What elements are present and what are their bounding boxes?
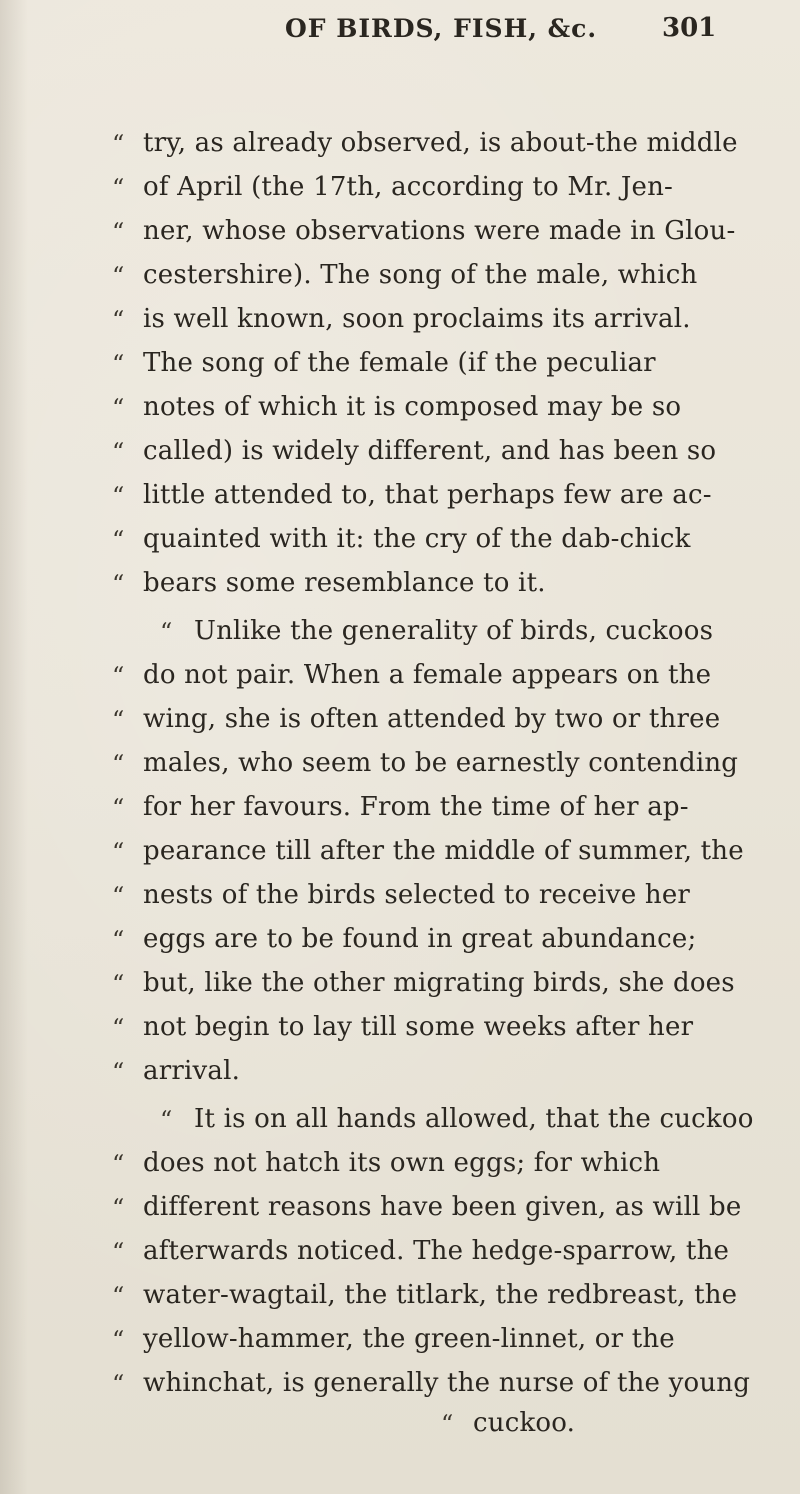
text-line — [0, 964, 800, 1004]
line-text: try, as already observed, is about-the middle — [143, 128, 738, 158]
line-text: yellow-hammer, the green-linnet, or the — [143, 1324, 675, 1354]
text-line — [0, 124, 800, 164]
quote-mark: “ — [112, 350, 125, 378]
line-text: bears some resemblance to it. — [143, 568, 546, 598]
line-text: afterwards noticed. The hedge-sparrow, the — [143, 1236, 730, 1266]
text-line — [0, 876, 800, 916]
line-text: water-wagtail, the titlark, the redbreast, the — [143, 1280, 738, 1310]
text-line — [0, 1404, 800, 1444]
line-text: ner, whose observations were made in Glou- — [143, 216, 736, 246]
quote-mark: “ — [112, 570, 125, 598]
quote-mark: “ — [441, 1410, 454, 1438]
text-line — [0, 300, 800, 340]
quote-mark: “ — [112, 306, 125, 334]
text-line — [0, 520, 800, 560]
quote-mark: “ — [112, 262, 125, 290]
line-text: but, like the other migrating birds, she does — [143, 968, 735, 998]
line-text: It is on all hands allowed, that the cuckoo — [194, 1104, 754, 1134]
quote-mark: “ — [112, 130, 125, 158]
text-line — [0, 920, 800, 960]
line-text: arrival. — [143, 1056, 241, 1086]
line-text: little attended to, that perhaps few are ac- — [143, 480, 712, 510]
text-line — [0, 1100, 800, 1140]
line-text: does not hatch its own eggs; for which — [143, 1148, 661, 1178]
quote-mark: “ — [112, 1370, 125, 1398]
text-line — [0, 432, 800, 472]
quote-mark: “ — [112, 794, 125, 822]
line-text: quainted with it: the cry of the dab-chick — [143, 524, 691, 554]
text-line — [0, 612, 800, 652]
line-text: wing, she is often attended by two or three — [143, 704, 721, 734]
line-text: different reasons have been given, as will be — [143, 1192, 742, 1222]
quote-mark: “ — [112, 706, 125, 734]
line-text: males, who seem to be earnestly contending — [143, 748, 739, 778]
text-line — [0, 656, 800, 696]
quote-mark: “ — [112, 394, 125, 422]
text-line — [0, 832, 800, 872]
line-text: called) is widely different, and has been so — [143, 436, 717, 466]
text-line — [0, 1144, 800, 1184]
line-text: not begin to lay till some weeks after her — [143, 1012, 694, 1042]
line-text: cestershire). The song of the male, which — [143, 260, 698, 290]
quote-mark: “ — [112, 526, 125, 554]
line-text: The song of the female (if the peculiar — [143, 348, 656, 378]
quote-mark: “ — [112, 1194, 125, 1222]
line-text: of April (the 17th, according to Mr. Jen- — [143, 172, 674, 202]
line-text: whinchat, is generally the nurse of the young — [143, 1368, 751, 1398]
quote-mark: “ — [112, 1150, 125, 1178]
line-text: cuckoo. — [473, 1408, 576, 1438]
line-text: notes of which it is composed may be so — [143, 392, 682, 422]
quote-mark: “ — [112, 882, 125, 910]
quote-mark: “ — [112, 1326, 125, 1354]
quote-mark: “ — [112, 1282, 125, 1310]
quote-mark: “ — [160, 1106, 173, 1134]
line-text: for her favours. From the time of her ap- — [143, 792, 689, 822]
text-line — [0, 344, 800, 384]
quote-mark: “ — [160, 618, 173, 646]
text-line — [0, 744, 800, 784]
text-line — [0, 1232, 800, 1272]
text-line — [0, 1364, 800, 1404]
text-line — [0, 1320, 800, 1360]
line-text: Unlike the generality of birds, cuckoos — [194, 616, 714, 646]
text-line — [0, 1052, 800, 1092]
text-line — [0, 788, 800, 828]
quote-mark: “ — [112, 218, 125, 246]
running-title: OF BIRDS, FISH, &c. — [285, 14, 598, 43]
quote-mark: “ — [112, 970, 125, 998]
quote-mark: “ — [112, 438, 125, 466]
quote-mark: “ — [112, 662, 125, 690]
text-line — [0, 168, 800, 208]
text-line — [0, 256, 800, 296]
quote-mark: “ — [112, 482, 125, 510]
quote-mark: “ — [112, 926, 125, 954]
text-line — [0, 1008, 800, 1048]
quote-mark: “ — [112, 1058, 125, 1086]
quote-mark: “ — [112, 1238, 125, 1266]
quote-mark: “ — [112, 750, 125, 778]
text-line — [0, 388, 800, 428]
line-text: pearance till after the middle of summer, the — [143, 836, 744, 866]
running-head — [0, 8, 800, 48]
line-text: eggs are to be found in great abundance; — [143, 924, 697, 954]
text-line — [0, 212, 800, 252]
text-line — [0, 700, 800, 740]
text-line — [0, 476, 800, 516]
line-text: do not pair. When a female appears on the — [143, 660, 712, 690]
quote-mark: “ — [112, 174, 125, 202]
line-text: nests of the birds selected to receive her — [143, 880, 691, 910]
line-text: is well known, soon proclaims its arrival. — [143, 304, 691, 334]
quote-mark: “ — [112, 838, 125, 866]
quote-mark: “ — [112, 1014, 125, 1042]
text-line — [0, 1276, 800, 1316]
text-line — [0, 564, 800, 604]
text-line — [0, 1188, 800, 1228]
page-number: 301 — [662, 13, 717, 43]
